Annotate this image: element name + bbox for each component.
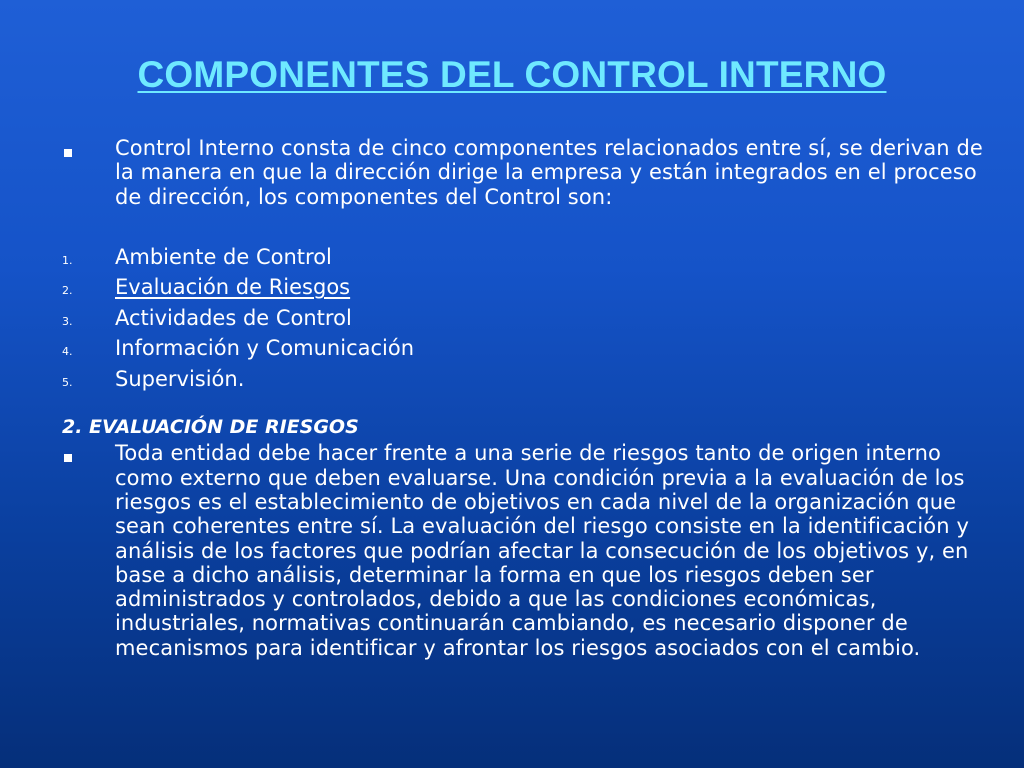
square-bullet-icon (64, 454, 72, 462)
section-bullet-text: Toda entidad debe hacer frente a una serie de riesgos tanto de origen interno como externo que deben evaluarse. Una condición previa a la evaluación de los riesgos es el establecimiento de objetivos en cada nivel de la organización que sean coherentes entre sí. La evaluación del riesgo consiste en la identificación y análisis de los factores que podrían afectar la consecución de los objetivos y, en base a dicho análisis, determinar la forma en que los riesgos deben ser administrados y controlados, debido a que las condiciones económicas, industriales, normativas continuarán cambiando, es necesario disponer de mecanismos para identificar y afrontar los riesgos asociados con el cambio. (115, 441, 969, 660)
list-item-label: Ambiente de Control (115, 244, 332, 269)
components-list (62, 245, 992, 398)
list-number: 3. (62, 314, 73, 328)
list-item-label: Información y Comunicación (115, 336, 415, 361)
intro-bullet-text: Control Interno consta de cinco componentes relacionados entre sí, se derivan de la manera en que la dirección dirige la empresa y están integrados en el proceso de dirección, los componentes del Control son: (115, 136, 983, 209)
evaluacion-riesgos-link[interactable]: Evaluación de Riesgos (115, 275, 351, 300)
slide-title: COMPONENTES DEL CONTROL INTERNO (137, 54, 887, 95)
list-item (62, 275, 992, 306)
list-item-label: Actividades de Control (115, 305, 352, 330)
list-number: 4. (62, 345, 73, 359)
section-heading: 2. EVALUACIÓN DE RIESGOS (62, 416, 359, 439)
list-number: 2. (62, 284, 73, 298)
list-item (62, 336, 992, 367)
slide-content (62, 136, 992, 660)
section-bullet (62, 441, 992, 660)
list-number: 5. (62, 375, 73, 389)
list-item-label: Supervisión. (115, 366, 245, 391)
square-bullet-icon (64, 149, 72, 157)
list-item (62, 367, 992, 398)
intro-bullet (62, 136, 992, 209)
list-number: 1. (62, 253, 73, 267)
list-item (62, 306, 992, 337)
list-item (62, 245, 992, 276)
